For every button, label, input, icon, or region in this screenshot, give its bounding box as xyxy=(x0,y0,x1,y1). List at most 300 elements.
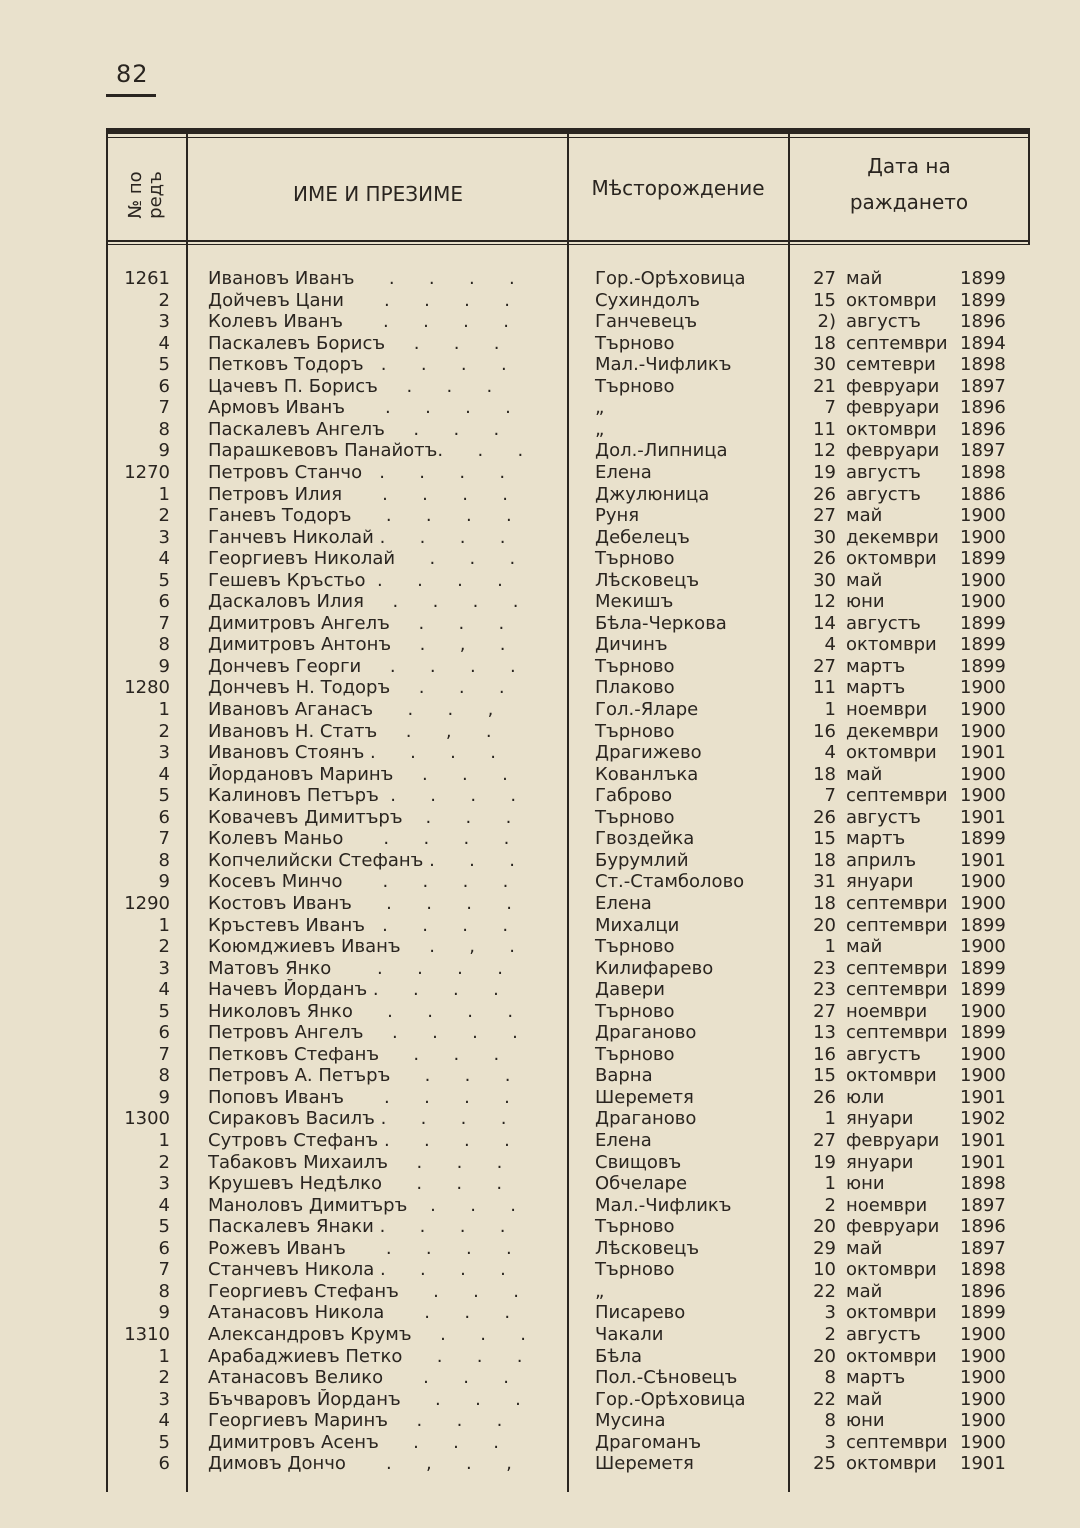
row-birth-month: октомври xyxy=(846,548,937,570)
row-name: Поповъ Иванъ . . . . xyxy=(208,1086,510,1108)
row-birth-year: 1900 xyxy=(960,785,1006,807)
row-birth-day: 31 xyxy=(813,871,836,893)
row-birth-day: 29 xyxy=(813,1237,836,1259)
table-row xyxy=(0,807,1080,829)
table-row xyxy=(0,1022,1080,1044)
table-row xyxy=(0,1453,1080,1475)
table-row xyxy=(0,1173,1080,1195)
row-birth-month: октомври xyxy=(846,1453,937,1475)
row-birth-year: 1900 xyxy=(960,1043,1006,1065)
table-row xyxy=(0,828,1080,850)
row-birth-year: 1898 xyxy=(960,354,1006,376)
row-number: 1 xyxy=(158,483,170,505)
row-birthplace: Ганчевецъ xyxy=(595,311,698,333)
table-row xyxy=(0,785,1080,807)
row-name: Георгиевъ Маринъ . . . xyxy=(208,1410,503,1432)
row-birth-month: май xyxy=(846,763,883,785)
row-name: Рожевъ Иванъ . . . . xyxy=(208,1237,512,1259)
row-birth-day: 8 xyxy=(824,1410,836,1432)
row-birthplace: Гор.-Орѣховица xyxy=(595,1388,746,1410)
row-birthplace: Елена xyxy=(595,892,652,914)
row-birth-year: 1897 xyxy=(960,440,1006,462)
row-birthplace: Ст.-Стамболово xyxy=(595,871,745,893)
row-number: 5 xyxy=(158,785,170,807)
row-birth-day: 26 xyxy=(813,483,836,505)
row-birth-day: 1 xyxy=(824,1173,836,1195)
row-birth-month: септември xyxy=(846,1022,948,1044)
row-birth-day: 20 xyxy=(813,914,836,936)
table-row xyxy=(0,548,1080,570)
row-birthplace: Дичинъ xyxy=(595,634,668,656)
row-birth-day: 12 xyxy=(813,591,836,613)
row-birth-year: 1898 xyxy=(960,461,1006,483)
row-name: Паскалевъ Янаки . . . . xyxy=(208,1216,506,1238)
row-number: 2 xyxy=(158,1151,170,1173)
row-number: 7 xyxy=(158,1259,170,1281)
row-birth-day: 12 xyxy=(813,440,836,462)
row-birth-year: 1899 xyxy=(960,612,1006,634)
row-birth-day: 1 xyxy=(824,699,836,720)
row-number: 6 xyxy=(158,1237,170,1259)
row-name: Сираковъ Василъ . . . . xyxy=(208,1108,507,1130)
row-birth-year: 1900 xyxy=(960,1000,1006,1022)
row-birth-month: януари xyxy=(846,1151,914,1173)
row-birth-year: 1886 xyxy=(960,483,1006,505)
row-number: 1310 xyxy=(124,1323,170,1345)
row-name: Ивановъ Аганасъ . . , xyxy=(208,699,494,720)
row-birth-day: 18 xyxy=(813,332,836,354)
row-birthplace: Дол.-Липница xyxy=(595,440,728,462)
row-number: 1 xyxy=(158,1130,170,1151)
row-number: 1 xyxy=(158,1345,170,1367)
row-name: Табаковъ Михаилъ . . . xyxy=(208,1151,503,1173)
row-birth-month: семтеври xyxy=(846,354,936,376)
row-birth-day: 27 xyxy=(813,268,836,289)
row-birth-year: 1896 xyxy=(960,397,1006,419)
table-row xyxy=(0,1216,1080,1238)
row-birth-day: 3 xyxy=(824,1431,836,1453)
row-birth-year: 1900 xyxy=(960,1065,1006,1087)
row-birth-month: септември xyxy=(846,892,948,914)
table-row xyxy=(0,591,1080,613)
row-name: Маноловъ Димитъръ . . . xyxy=(208,1194,517,1216)
row-birthplace: Обчеларе xyxy=(595,1173,688,1195)
row-birth-month: декември xyxy=(846,720,939,742)
row-birthplace: Бѣла xyxy=(595,1345,642,1367)
page-number: 82 xyxy=(116,60,149,88)
row-number: 4 xyxy=(158,548,170,570)
row-birth-day: 16 xyxy=(813,720,836,742)
table-row xyxy=(0,570,1080,592)
row-birthplace: Драгоманъ xyxy=(595,1431,702,1453)
row-birth-year: 1896 xyxy=(960,1280,1006,1302)
row-birth-year: 1900 xyxy=(960,505,1006,527)
row-birth-day: 7 xyxy=(824,397,836,419)
table-row xyxy=(0,1152,1080,1174)
row-number: 3 xyxy=(158,1173,170,1195)
row-birth-day: 27 xyxy=(813,1130,836,1151)
row-number: 2 xyxy=(158,720,170,742)
row-name: Колевъ Иванъ . . . . xyxy=(208,311,509,333)
row-birth-year: 1901 xyxy=(960,806,1006,828)
page-number-underline xyxy=(106,94,156,97)
row-name: Бъчваровъ Йорданъ . . . xyxy=(208,1388,521,1410)
row-birth-month: августъ xyxy=(846,483,921,505)
row-birth-year: 1900 xyxy=(960,699,1006,720)
row-birth-year: 1900 xyxy=(960,720,1006,742)
row-birthplace: Джулюница xyxy=(595,483,710,505)
row-birth-day: 30 xyxy=(813,569,836,591)
row-birth-day: 1 xyxy=(824,1108,836,1130)
row-birth-year: 1901 xyxy=(960,1453,1006,1475)
row-birth-day: 25 xyxy=(813,1453,836,1475)
row-birthplace: Писарево xyxy=(595,1302,686,1324)
row-birthplace: Лѣсковецъ xyxy=(595,1237,700,1259)
row-name: Ивановъ Н. Статъ . , . xyxy=(208,720,492,742)
row-birth-month: мартъ xyxy=(846,1367,906,1389)
table-row xyxy=(0,958,1080,980)
row-number: 1300 xyxy=(124,1108,170,1130)
row-birth-year: 1900 xyxy=(960,892,1006,914)
row-number: 6 xyxy=(158,1453,170,1475)
row-birth-day: 30 xyxy=(813,526,836,548)
row-name: Парашкевовъ Панайотъ. . . xyxy=(208,440,524,462)
row-birth-year: 1900 xyxy=(960,1431,1006,1453)
table-row xyxy=(0,721,1080,743)
row-birth-year: 1901 xyxy=(960,1130,1006,1151)
header-bottom-rule xyxy=(106,240,1030,242)
row-name: Петровъ Ангелъ . . . . xyxy=(208,1022,518,1044)
row-name: Николовъ Янко . . . . xyxy=(208,1000,514,1022)
table-row xyxy=(0,915,1080,937)
row-birth-month: май xyxy=(846,1280,883,1302)
row-name: Петровъ Станчо . . . . xyxy=(208,461,506,483)
table-row xyxy=(0,699,1080,721)
row-birth-day: 7 xyxy=(824,785,836,807)
row-name: Даскаловъ Илия . . . . xyxy=(208,591,519,613)
row-birthplace: Търново xyxy=(595,1043,675,1065)
table-row xyxy=(0,1432,1080,1454)
row-birth-day: 27 xyxy=(813,1000,836,1022)
row-birth-month: февруари xyxy=(846,375,940,397)
row-name: Копчелийски Стефанъ . . . xyxy=(208,849,515,871)
row-name: Паскалевъ Борисъ . . . xyxy=(208,332,500,354)
row-birth-day: 23 xyxy=(813,957,836,979)
row-birthplace: Търново xyxy=(595,655,675,677)
row-number: 2 xyxy=(158,289,170,311)
row-birth-day: 26 xyxy=(813,1086,836,1108)
table-row xyxy=(0,354,1080,376)
row-number: 8 xyxy=(158,849,170,871)
table-row xyxy=(0,440,1080,462)
table-row xyxy=(0,871,1080,893)
row-birth-day: 27 xyxy=(813,505,836,527)
row-birthplace: Бурумлий xyxy=(595,849,689,871)
row-number: 2 xyxy=(158,936,170,958)
table-row xyxy=(0,527,1080,549)
row-birth-day: 22 xyxy=(813,1388,836,1410)
row-name: Паскалевъ Ангелъ . . . xyxy=(208,418,500,440)
table-row xyxy=(0,742,1080,764)
row-name: Георгиевъ Николай . . . xyxy=(208,548,516,570)
row-name: Начевъ Йорданъ . . . . xyxy=(208,979,499,1001)
row-birthplace: Давери xyxy=(595,979,665,1001)
row-number: 8 xyxy=(158,1065,170,1087)
row-birthplace: Търново xyxy=(595,375,675,397)
row-birthplace: Килифарево xyxy=(595,957,714,979)
row-name: Петровъ А. Петъръ . . . xyxy=(208,1065,511,1087)
row-name: Матовъ Янко . . . . xyxy=(208,957,503,979)
row-birth-month: августъ xyxy=(846,806,921,828)
row-birth-month: августъ xyxy=(846,1323,921,1345)
table-row xyxy=(0,484,1080,506)
row-birth-year: 1900 xyxy=(960,591,1006,613)
row-birth-month: септември xyxy=(846,1431,948,1453)
table-row xyxy=(0,893,1080,915)
row-number: 6 xyxy=(158,591,170,613)
row-birthplace: Бѣла-Черкова xyxy=(595,612,727,634)
row-birthplace: Михалци xyxy=(595,914,680,936)
row-name: Петковъ Тодоръ . . . . xyxy=(208,354,507,376)
row-number: 6 xyxy=(158,375,170,397)
row-number: 1290 xyxy=(124,892,170,914)
table-row xyxy=(0,268,1080,290)
row-birth-month: октомври xyxy=(846,1302,937,1324)
row-birth-month: юни xyxy=(846,1173,885,1195)
row-birth-month: декември xyxy=(846,526,939,548)
row-birthplace: Търново xyxy=(595,332,675,354)
row-birth-year: 1899 xyxy=(960,268,1006,289)
row-birth-month: мартъ xyxy=(846,655,906,677)
row-birth-month: ноември xyxy=(846,1000,928,1022)
row-birthplace: Елена xyxy=(595,1130,652,1151)
row-birth-year: 1896 xyxy=(960,311,1006,333)
row-birth-month: октомври xyxy=(846,634,937,656)
row-birth-year: 1899 xyxy=(960,1302,1006,1324)
row-birthplace: Драгижево xyxy=(595,742,702,764)
row-name: Ивановъ Иванъ . . . . xyxy=(208,268,515,289)
row-birth-month: септември xyxy=(846,979,948,1001)
row-birth-year: 1902 xyxy=(960,1108,1006,1130)
row-birthplace: Чакали xyxy=(595,1323,664,1345)
row-name: Арабаджиевъ Петко . . . xyxy=(208,1345,523,1367)
table-row xyxy=(0,1324,1080,1346)
row-birth-day: 15 xyxy=(813,289,836,311)
table-right-border xyxy=(1028,134,1030,244)
row-birthplace: Дебелецъ xyxy=(595,526,690,548)
row-birth-year: 1899 xyxy=(960,828,1006,850)
row-birth-day: 14 xyxy=(813,612,836,634)
row-birthplace: Мусина xyxy=(595,1410,666,1432)
row-birth-year: 1900 xyxy=(960,1323,1006,1345)
row-birthplace: Руня xyxy=(595,505,640,527)
row-birth-month: августъ xyxy=(846,461,921,483)
row-birth-month: октомври xyxy=(846,1259,937,1281)
row-birthplace: Търново xyxy=(595,1259,675,1281)
row-birth-day: 21 xyxy=(813,375,836,397)
row-name: Атанасовъ Велико . . . xyxy=(208,1367,509,1389)
table-row xyxy=(0,936,1080,958)
row-birth-day: 19 xyxy=(813,461,836,483)
row-name: Александровъ Крумъ . . . xyxy=(208,1323,526,1345)
row-birth-month: януари xyxy=(846,871,914,893)
row-birth-year: 1901 xyxy=(960,1151,1006,1173)
row-birthplace: Шереметя xyxy=(595,1086,694,1108)
row-number: 3 xyxy=(158,526,170,548)
row-birthplace: Варна xyxy=(595,1065,653,1087)
row-name: Ганевъ Тодоръ . . . . xyxy=(208,505,512,527)
row-name: Косевъ Минчо . . . . xyxy=(208,871,509,893)
row-number: 7 xyxy=(158,612,170,634)
table-row xyxy=(0,1108,1080,1130)
row-number: 9 xyxy=(158,871,170,893)
row-number: 6 xyxy=(158,806,170,828)
row-birth-day: 10 xyxy=(813,1259,836,1281)
row-birth-year: 1899 xyxy=(960,979,1006,1001)
row-number: 8 xyxy=(158,634,170,656)
row-name: Ивановъ Стоянъ . . . . xyxy=(208,742,496,764)
header-num xyxy=(116,150,176,240)
row-birth-day: 2 xyxy=(824,1323,836,1345)
row-birth-month: августъ xyxy=(846,612,921,634)
row-birthplace: Драганово xyxy=(595,1022,697,1044)
row-birth-day: 15 xyxy=(813,828,836,850)
row-birth-month: октомври xyxy=(846,289,937,311)
row-number: 8 xyxy=(158,418,170,440)
row-number: 1261 xyxy=(124,268,170,289)
row-number: 4 xyxy=(158,979,170,1001)
table-row xyxy=(0,1087,1080,1109)
row-birth-month: септември xyxy=(846,785,948,807)
table-row xyxy=(0,1410,1080,1432)
row-birth-year: 1900 xyxy=(960,1410,1006,1432)
table-row xyxy=(0,462,1080,484)
row-birthplace: Търново xyxy=(595,936,675,958)
table-row xyxy=(0,1001,1080,1023)
row-number: 7 xyxy=(158,1043,170,1065)
table-row xyxy=(0,1346,1080,1368)
row-birth-year: 1900 xyxy=(960,1345,1006,1367)
row-birth-day: 4 xyxy=(824,742,836,764)
row-number: 5 xyxy=(158,569,170,591)
row-number: 3 xyxy=(158,957,170,979)
row-number: 4 xyxy=(158,1410,170,1432)
row-birthplace: Търново xyxy=(595,720,675,742)
row-birth-month: ноември xyxy=(846,699,928,720)
header-num-label: № по редъ xyxy=(125,171,166,219)
row-number: 1270 xyxy=(124,461,170,483)
row-birth-year: 1900 xyxy=(960,569,1006,591)
row-name: Станчевъ Никола . . . . xyxy=(208,1259,506,1281)
row-birth-month: февруари xyxy=(846,1216,940,1238)
row-birth-year: 1894 xyxy=(960,332,1006,354)
table-row xyxy=(0,311,1080,333)
row-name: Димитровъ Ангелъ . . . xyxy=(208,612,505,634)
row-number: 9 xyxy=(158,655,170,677)
header-place: Мѣсторождение xyxy=(591,176,765,200)
row-birthplace: Търново xyxy=(595,1216,675,1238)
row-birthplace: Габрово xyxy=(595,785,673,807)
row-birth-day: 20 xyxy=(813,1345,836,1367)
row-birth-month: май xyxy=(846,1388,883,1410)
header-date-line1: Дата на xyxy=(867,154,951,178)
row-birth-year: 1898 xyxy=(960,1259,1006,1281)
row-name: Петровъ Илия . . . . xyxy=(208,483,509,505)
row-birthplace: Мекишъ xyxy=(595,591,674,613)
row-name: Димитровъ Антонъ . , . xyxy=(208,634,506,656)
row-number: 4 xyxy=(158,332,170,354)
table-row xyxy=(0,1065,1080,1087)
row-number: 9 xyxy=(158,1302,170,1324)
row-birth-month: февруари xyxy=(846,1130,940,1151)
row-name: Дончевъ Георги . . . . xyxy=(208,655,516,677)
row-birth-day: 2 xyxy=(824,1194,836,1216)
row-birthplace: Мал.-Чифликъ xyxy=(595,354,732,376)
row-birth-year: 1896 xyxy=(960,1216,1006,1238)
row-birth-day: 26 xyxy=(813,548,836,570)
row-number: 6 xyxy=(158,1022,170,1044)
row-birth-month: ноември xyxy=(846,1194,928,1216)
row-number: 2 xyxy=(158,505,170,527)
row-birth-month: май xyxy=(846,569,883,591)
table-row xyxy=(0,1302,1080,1324)
row-number: 5 xyxy=(158,1216,170,1238)
row-name: Димитровъ Асенъ . . . xyxy=(208,1431,499,1453)
table-row xyxy=(0,677,1080,699)
row-name: Петковъ Стефанъ . . . xyxy=(208,1043,500,1065)
row-birthplace: Плаково xyxy=(595,677,675,699)
row-name: Дойчевъ Цани . . . . xyxy=(208,289,510,311)
row-birth-day: 19 xyxy=(813,1151,836,1173)
table-row xyxy=(0,1195,1080,1217)
row-number: 8 xyxy=(158,1280,170,1302)
row-birthplace: „ xyxy=(595,418,605,440)
row-birth-day: 4 xyxy=(824,634,836,656)
row-birth-year: 1898 xyxy=(960,1173,1006,1195)
row-birthplace: Търново xyxy=(595,1000,675,1022)
row-birth-month: мартъ xyxy=(846,828,906,850)
row-birth-year: 1899 xyxy=(960,655,1006,677)
row-number: 4 xyxy=(158,1194,170,1216)
row-birth-day: 20 xyxy=(813,1216,836,1238)
table-row xyxy=(0,1367,1080,1389)
row-birth-day: 27 xyxy=(813,655,836,677)
row-birth-day: 8 xyxy=(824,1367,836,1389)
row-birthplace: Елена xyxy=(595,461,652,483)
row-name: Дончевъ Н. Тодоръ . . . xyxy=(208,677,505,699)
row-number: 5 xyxy=(158,1431,170,1453)
row-birth-year: 1896 xyxy=(960,418,1006,440)
row-birth-month: юни xyxy=(846,591,885,613)
row-birth-year: 1900 xyxy=(960,763,1006,785)
row-number: 7 xyxy=(158,828,170,850)
table-row xyxy=(0,1389,1080,1411)
row-birth-month: априлъ xyxy=(846,849,917,871)
row-birth-year: 1899 xyxy=(960,634,1006,656)
row-birth-month: януари xyxy=(846,1108,914,1130)
row-birth-day: 18 xyxy=(813,849,836,871)
row-birth-month: августъ xyxy=(846,1043,921,1065)
row-birth-day: 16 xyxy=(813,1043,836,1065)
row-name: Гешевъ Кръстьо . . . . xyxy=(208,569,503,591)
table-row xyxy=(0,397,1080,419)
row-name: Йордановъ Маринъ . . . xyxy=(208,763,508,785)
row-name: Атанасовъ Никола . . . xyxy=(208,1302,511,1324)
row-birth-day: 30 xyxy=(813,354,836,376)
row-birth-month: юли xyxy=(846,1086,885,1108)
row-birth-month: мартъ xyxy=(846,677,906,699)
row-name: Георгиевъ Стефанъ . . . xyxy=(208,1280,519,1302)
